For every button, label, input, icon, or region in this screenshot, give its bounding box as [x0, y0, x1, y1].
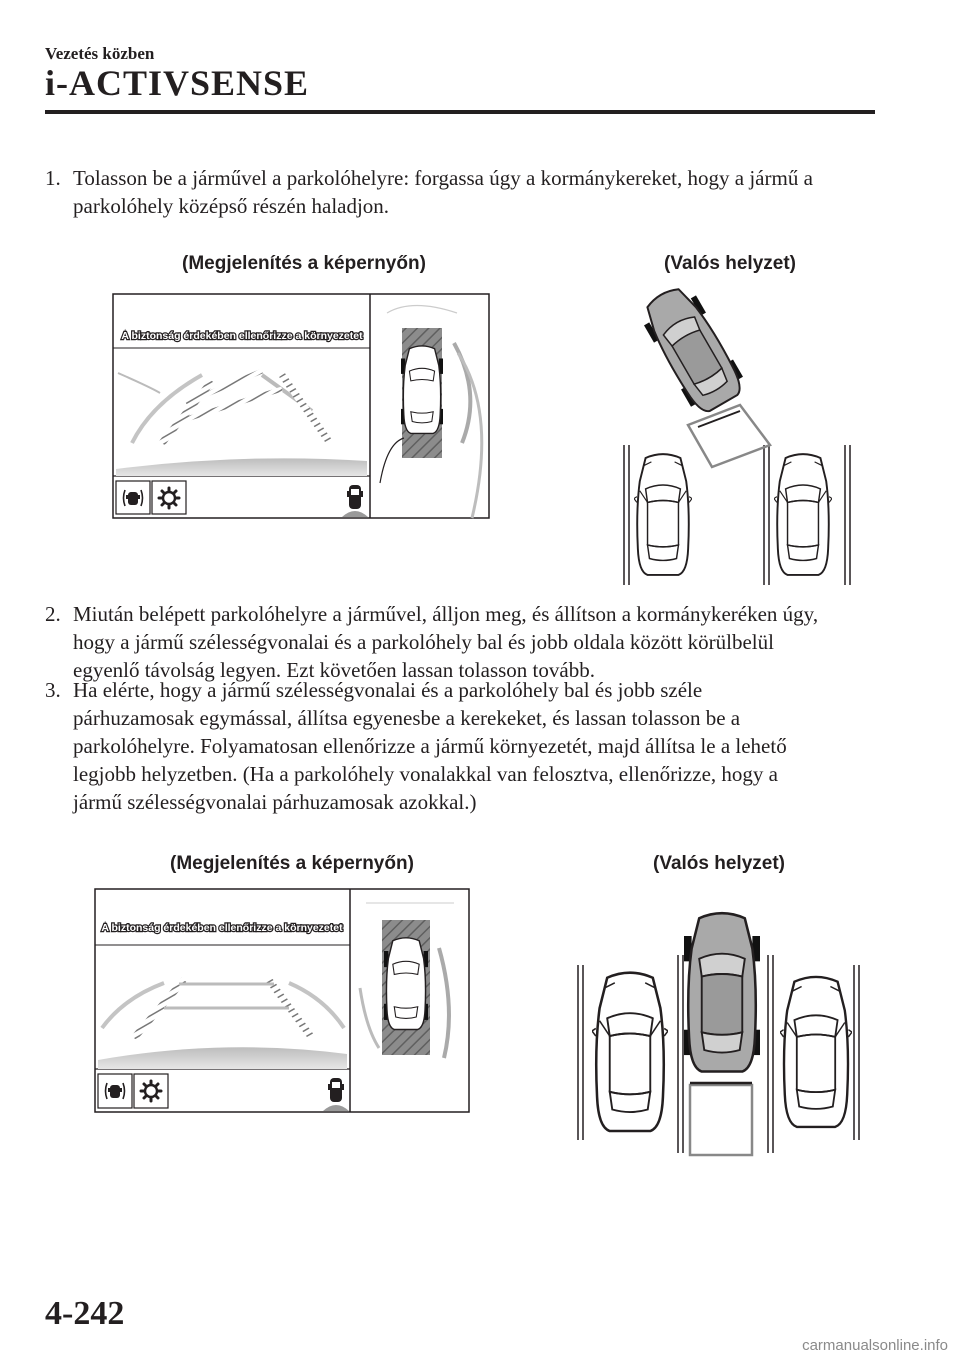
caption-screen: (Megjelenítés a képernyőn) — [170, 853, 414, 874]
step-text-line: hogy a jármű szélességvonalai és a parkolóhely bal és jobb oldala között körülbelül — [73, 630, 774, 654]
own-car-reversing — [634, 279, 750, 418]
screen-display-figure-2 — [94, 888, 470, 1113]
real-situation-figure-2 — [570, 895, 870, 1165]
step-3 — [45, 676, 885, 816]
parked-car-left — [592, 973, 668, 1131]
page-number: 4-242 — [45, 1295, 125, 1332]
header-rule — [45, 110, 875, 114]
caption-real: (Valós helyzet) — [653, 853, 785, 874]
step-text-line: Tolasson be a járművel a parkolóhelyre: forgassa úgy a kormánykereket, hogy a jármű a — [73, 166, 813, 190]
car-outline-icon — [400, 346, 445, 434]
watermark: carmanualsonline.info — [802, 1337, 948, 1354]
step-1 — [45, 164, 885, 224]
step-2 — [45, 600, 885, 684]
step-number: 1. — [45, 166, 61, 190]
safety-banner: A biztonság érdekében ellenőrizze a környezetet — [101, 922, 343, 934]
chapter-title: i-ACTIVSENSE — [45, 63, 310, 103]
own-car-parked — [683, 913, 762, 1071]
step-text-line: parkolóhelyre. Folyamatosan ellenőrizze a jármű környezetét, majd állítsa le a lehető — [73, 734, 787, 758]
car-outline-icon — [383, 938, 430, 1030]
step-text-line: Miután belépett parkolóhelyre a járművel, álljon meg, és állítson a kormánykeréken úgy, — [73, 602, 819, 626]
parked-car-right — [774, 454, 832, 575]
real-situation-figure-1 — [600, 275, 870, 595]
step-text-line: Ha elérte, hogy a jármű szélességvonalai és a parkolóhely bal és jobb széle — [73, 678, 703, 702]
section-title: Vezetés közben — [45, 44, 155, 63]
caption-screen: (Megjelenítés a képernyőn) — [182, 253, 426, 274]
step-text-line: parkolóhely középső részén haladjon. — [73, 194, 390, 218]
caption-real: (Valós helyzet) — [664, 253, 796, 274]
step-text-line: legjobb helyzetben. (Ha a parkolóhely vonalakkal van felosztva, ellenőrizze, hogy a — [73, 762, 778, 786]
car-top-icon — [328, 1078, 344, 1102]
step-text-line: egyenlő távolság legyen. Ezt követően lassan tolasson tovább. — [73, 658, 595, 682]
step-text-line: jármű szélességvonalai párhuzamosak azokkal.) — [73, 790, 477, 814]
safety-banner: A biztonság érdekében ellenőrizze a környezetet — [121, 330, 363, 342]
parked-car-left — [634, 454, 692, 575]
step-text-line: párhuzamosak egymással, állítsa egyenesbe a kerekeket, és lassan tolasson be a — [73, 706, 741, 730]
step-number: 3. — [45, 678, 61, 702]
screen-display-figure-1 — [112, 293, 490, 519]
parked-car-right — [780, 977, 852, 1127]
step-number: 2. — [45, 602, 61, 626]
car-top-icon — [347, 485, 363, 509]
